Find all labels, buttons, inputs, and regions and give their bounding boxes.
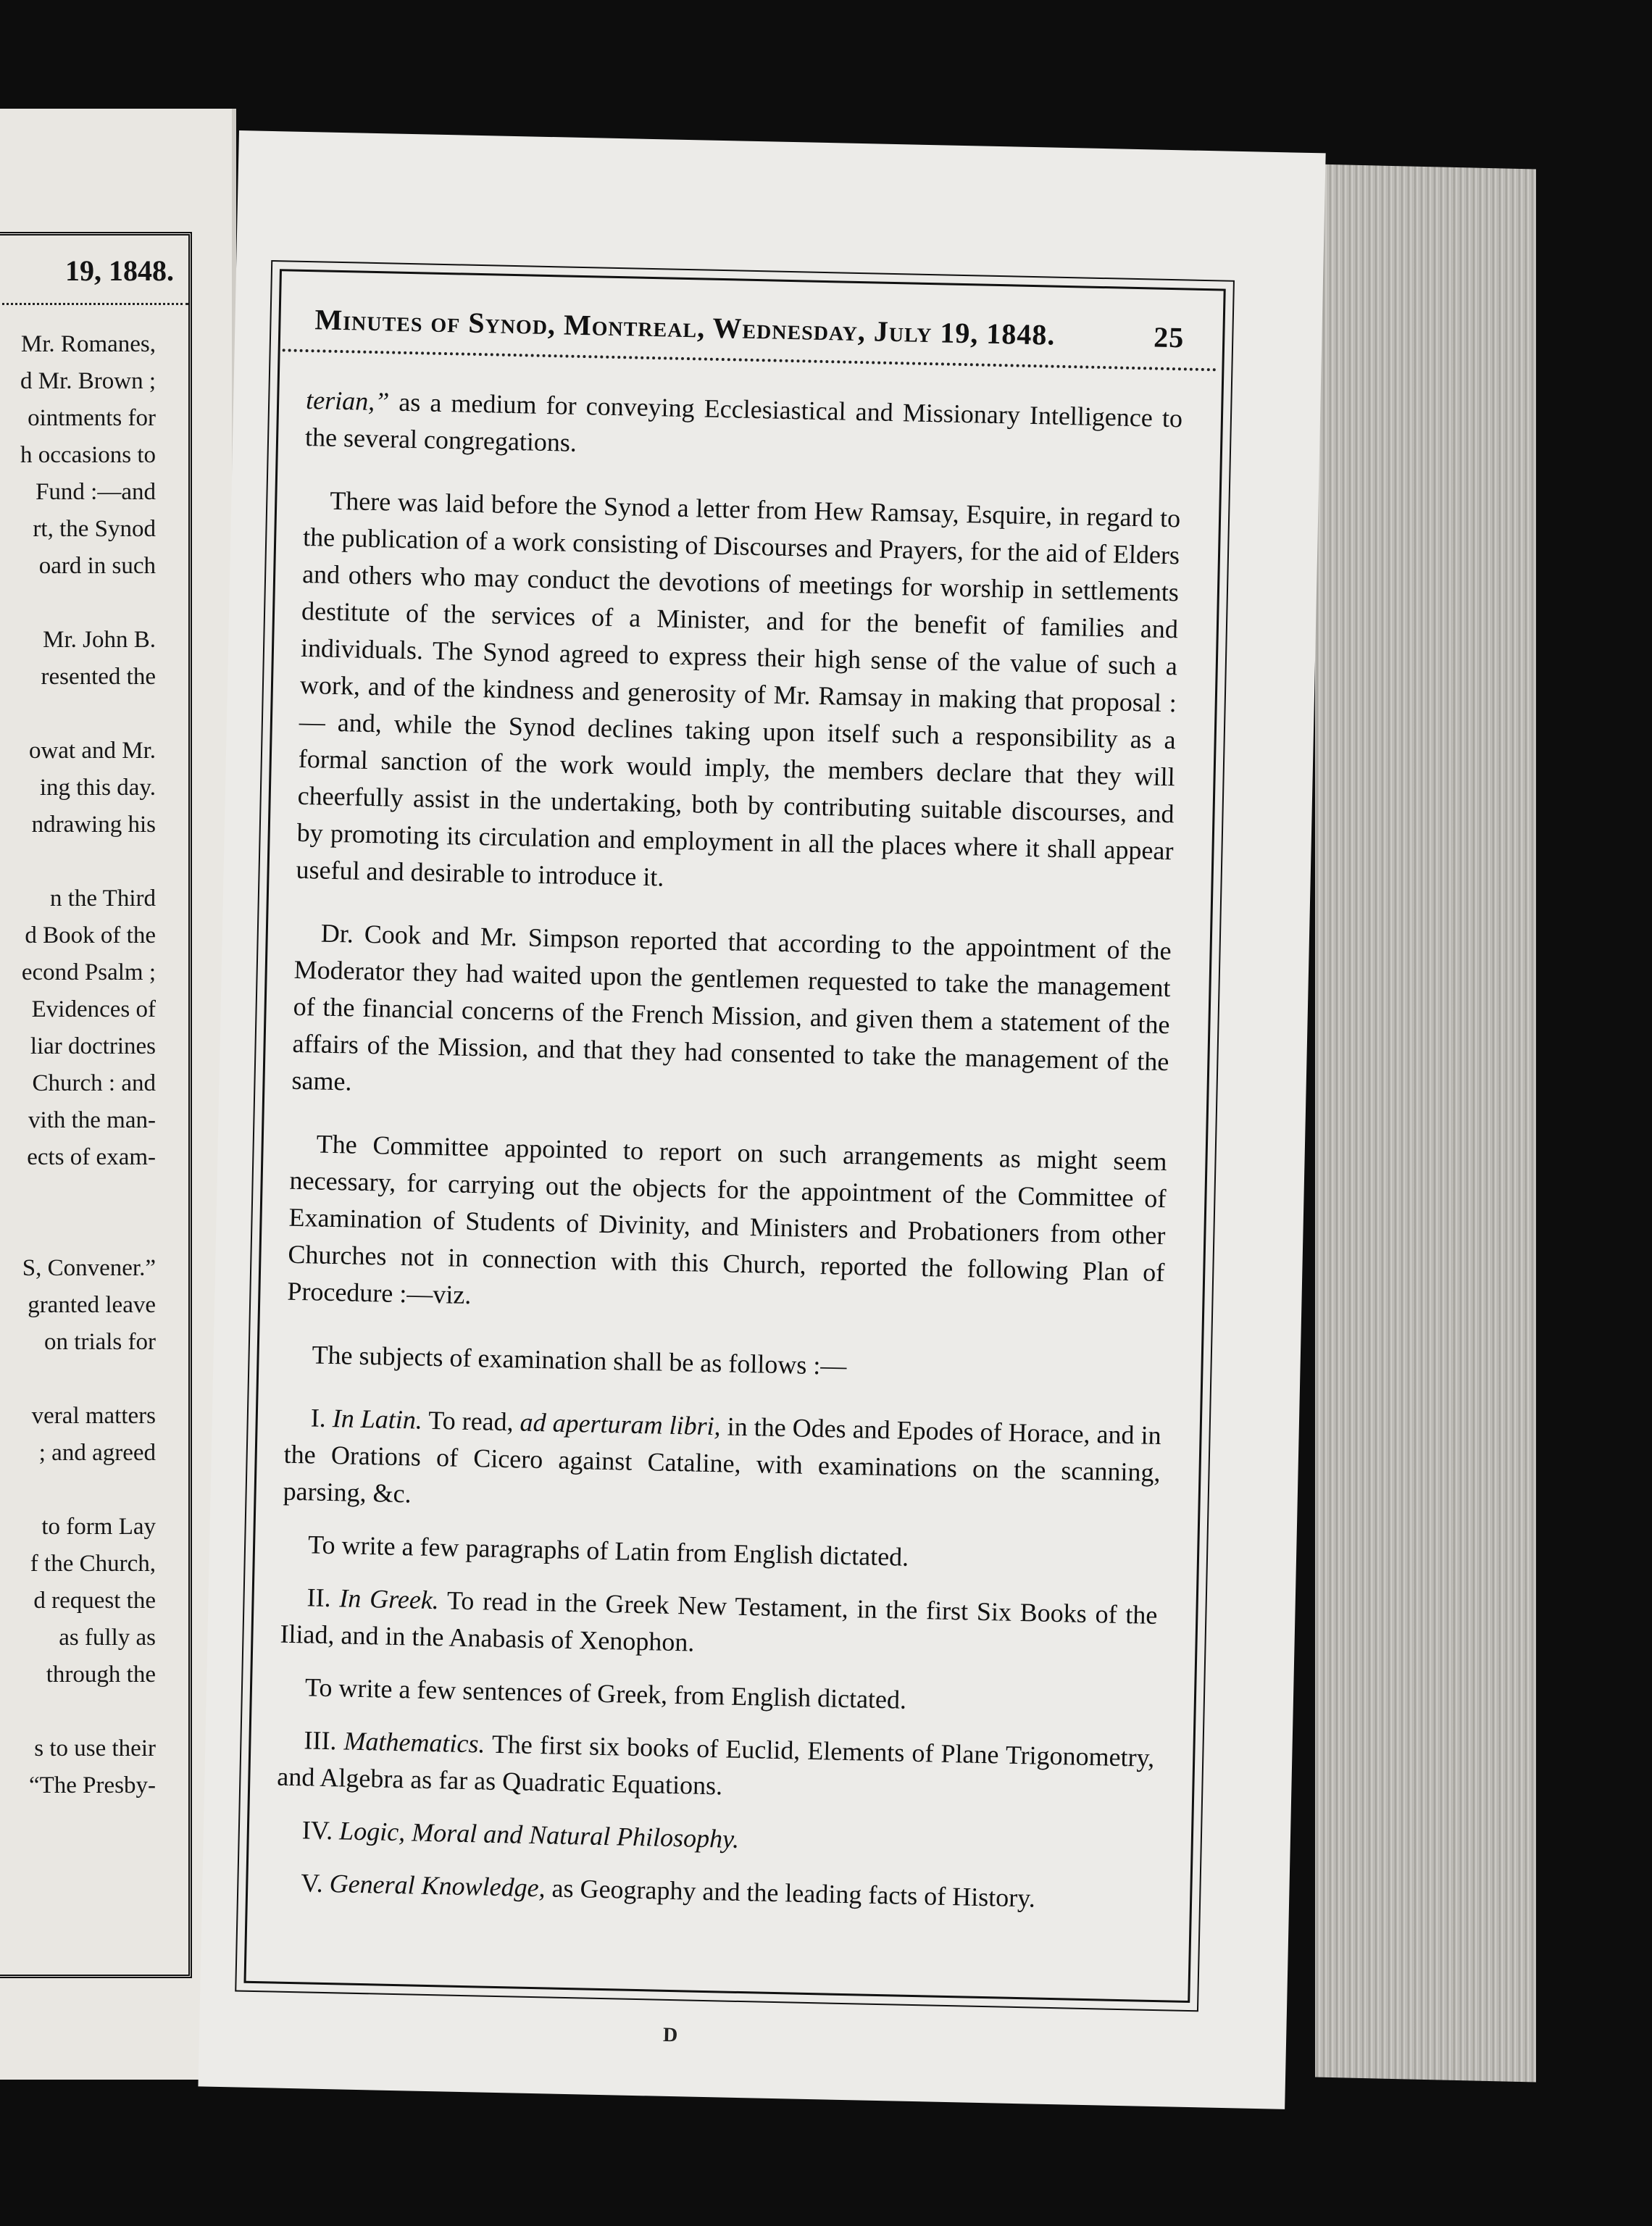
paragraph-french-mission: Dr. Cook and Mr. Simpson reported that according to the appointment of the Moderator they had waited upon the gentlemen requested to take the management of the financial concerns of the French Mission, and given them a statement of the affairs of the Mission, and that they had consented to take the management of the same. <box>291 918 1172 1096</box>
left-page-line: as fully as <box>59 1625 156 1651</box>
left-page-line: ointments for <box>28 405 156 431</box>
left-page-line: granted leave <box>28 1292 156 1318</box>
item-title: Logic, Moral and Natural Philosophy. <box>338 1816 740 1854</box>
left-page-line <box>0 696 156 733</box>
left-page-line: vith the man- <box>28 1107 156 1133</box>
running-head-title: Minutes of Synod, Montreal, Wednesday, July 19, 1848. <box>314 303 1056 351</box>
item-latin <box>283 1399 1161 1528</box>
text: as a medium for conveying Ecclesiastical and Missionary Intelligence to the several congregations. <box>304 387 1183 457</box>
left-page-line: n the Third <box>49 885 156 912</box>
main-page <box>198 130 1325 2109</box>
signature-mark: D <box>662 2023 678 2047</box>
paragraph-committee: The Committee appointed to report on such arrangements as might seem necessary, for carrying out the objects for the appointment of the Committee of Examination of Students of Divinity, and Ministers and Probationers from other Churches not in connection with this Church, reported the following Plan of Procedure :—viz. <box>287 1129 1167 1310</box>
left-page-line: oard in such <box>38 553 156 579</box>
text: To read, <box>422 1405 521 1437</box>
left-page-line: through the <box>46 1662 156 1688</box>
left-page-line <box>0 585 156 622</box>
paragraph-ramsay: There was laid before the Synod a letter from Hew Ramsay, Esquire, in regard to the publication of a work consisting of Discourses and Prayers, for the aid of Elders and others who may conduct the devotions of meetings for worship in settlements destitute of the services of a Minister, and for the benefit of families and individuals. The Synod agreed to express their high sense of the value of such a work, and of the kindness and generosity of Mr. Ramsay in making that proposal :— and, while the Synod declines taking upon itself such a responsibility as a formal sanction of the work would imply, the members declare that they will cheerfully assist in the undertaking, both by contributing suitable discourses, and by promoting its circulation and employment in all the places where it shall appear useful and desirable to introduce it. <box>296 485 1181 892</box>
item-title: General Knowledge, <box>329 1869 546 1903</box>
left-page-line: on trials for <box>44 1329 156 1355</box>
left-page-line: ing this day. <box>39 775 156 801</box>
left-page-header: 19, 1848. <box>65 254 174 287</box>
left-page-line: Mr. Romanes, <box>20 331 156 357</box>
left-page-line <box>0 843 156 880</box>
left-page-line: s to use their <box>34 1735 156 1762</box>
item-title: Mathematics. <box>343 1726 485 1759</box>
left-page-line: econd Psalm ; <box>21 959 156 985</box>
item-number: II. <box>306 1583 332 1613</box>
left-page-line <box>0 1361 156 1398</box>
left-page-line: h occasions to <box>20 442 156 468</box>
item-greek-extra: To write a few sentences of Greek, from English dictated. <box>304 1672 907 1714</box>
left-page-line: Mr. John B. <box>43 627 156 653</box>
item-number: IV. <box>301 1815 333 1846</box>
left-page-line <box>0 1693 156 1730</box>
item-number: I. <box>310 1403 327 1433</box>
item-greek <box>280 1579 1158 1671</box>
item-title: In Latin. <box>332 1404 423 1435</box>
left-page-line: ; and agreed <box>38 1440 156 1466</box>
left-page-line: resented the <box>41 664 156 690</box>
left-page-text <box>0 326 156 1804</box>
item-number: V. <box>300 1868 324 1898</box>
left-page-line: “The Presby- <box>28 1772 156 1798</box>
left-page-line <box>0 1176 156 1213</box>
left-page-line: d request the <box>33 1588 156 1614</box>
left-page <box>0 109 236 2080</box>
item-latin-extra: To write a few paragraphs of Latin from English dictated. <box>307 1530 909 1572</box>
left-page-line: d Mr. Brown ; <box>20 368 156 394</box>
item-philosophy <box>275 1812 1153 1867</box>
text: To read in the Greek New Testament, in the first Six Books of the Iliad, and in the Anabasis of Xenophon. <box>280 1585 1158 1657</box>
italic-text: terian,” <box>305 385 390 417</box>
left-page-line: owat and Mr. <box>28 738 156 764</box>
item-mathematics <box>277 1722 1155 1814</box>
left-page-rule <box>0 303 188 311</box>
page-body <box>275 382 1183 1919</box>
left-page-line: S, Convener.” <box>22 1255 156 1281</box>
left-page-line: liar doctrines <box>30 1033 156 1059</box>
left-page-line: ects of exam- <box>27 1144 156 1170</box>
left-page-line: Church : and <box>32 1070 156 1096</box>
item-title: In Greek. <box>338 1583 440 1615</box>
text: as Geography and the leading facts of History. <box>545 1873 1036 1913</box>
page-edges <box>1315 164 1536 2083</box>
left-page-line: to form Lay <box>41 1514 156 1540</box>
paragraph-subjects: The subjects of examination shall be as follows :— <box>312 1340 847 1380</box>
page-number: 25 <box>1153 320 1185 354</box>
left-page-line: d Book of the <box>25 922 156 949</box>
left-page-line: Evidences of <box>31 996 156 1022</box>
item-number: III. <box>304 1725 337 1756</box>
text: The first six books of Euclid, Elements of Plane Trigonometry, and Algebra as far as Quadratic Equations. <box>277 1729 1155 1801</box>
left-page-line <box>0 1472 156 1509</box>
left-page-line: Fund :—and <box>36 479 156 505</box>
text: in the Odes and Epodes of Horace, and in the Orations of Cicero against Cataline, with examinations on the scanning, parsing, &c. <box>283 1412 1161 1509</box>
left-page-line: ndrawing his <box>31 812 156 838</box>
left-page-line: rt, the Synod <box>33 516 156 542</box>
left-page-line: f the Church, <box>30 1551 156 1577</box>
italic-text: ad aperturam libri, <box>520 1407 722 1441</box>
left-page-line <box>0 1213 156 1250</box>
left-page-line: veral matters <box>31 1403 156 1429</box>
